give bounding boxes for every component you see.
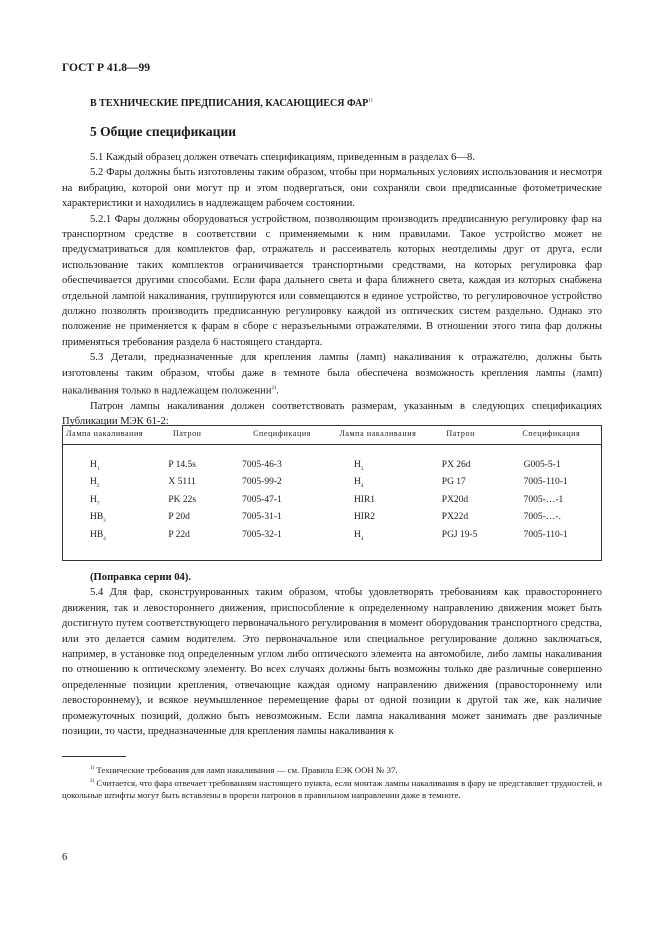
cell-base-2: [420, 511, 502, 528]
cell-base-2: [420, 476, 502, 493]
cell-spec-text: 7005-46-3: [242, 460, 282, 470]
cell-lamp-2: [336, 494, 420, 511]
cell-base: [146, 511, 228, 528]
cell-spec-2: [502, 494, 602, 511]
cell-base-text: P 14.5s: [168, 460, 196, 470]
cell-base-2: [420, 529, 502, 561]
table-row: [63, 476, 602, 493]
paragraph-5-2-1: 5.2.1 Фары должны оборудоваться устройством, позволяющим производить предписанную регулировку фар на транспортном средстве в соответствии с применяемыми к ним правилами. Такое устройство может не предусматриваться для комплектов фар, отражатель и рассеиватель которых неотделимы друг от друга, если использование таких комплектов ограничивается транспортными средствами, на которых регулировка фар обеспечивается другими способами. Если фара дальнего света и фара ближнего света, каждая из которых снабжена отдельной лампой накаливания, группируются или совмещаются в единое устройство, то регулировочное устройство должно позволять производить предписанную регулировку каждой из оптических систем раздельно. Однако это положение не применяется к фарам в сборе с неразъельными отражателями. В отношении этого типа фар должны применяться требования раздела 6 настоящего стандарта.: [62, 213, 602, 348]
table-header-row: [63, 426, 602, 445]
cell-lamp-2-text: H: [353, 477, 361, 488]
cell-base-2: [420, 494, 502, 511]
footnote-2-text: Считается, что фара отвечает требованиям настоящего пункта, если монтаж лампы накаливания в фару не представляет трудностей, и цокольные штифты могут быть вставлены в прорези патронов в правильном направлении даже в темноте.: [62, 777, 602, 801]
header-spec-2: Спецификация: [502, 426, 602, 445]
cell-lamp-subscript: 7: [96, 501, 100, 507]
cell-base-text: P 20d: [168, 512, 190, 523]
table-body: [63, 445, 602, 561]
footnote-2: [62, 776, 602, 802]
cell-lamp-2-text: H: [353, 460, 361, 470]
cell-base: [146, 445, 228, 477]
footnote-1-text: Технические требования для ламп накаливания — см. Правила ЕЭК ООН № 37.: [94, 764, 398, 775]
cell-base-2-text: PX22d: [441, 512, 469, 523]
cell-base: [146, 529, 228, 561]
body-text-lower: [62, 570, 602, 739]
header-base: Патрон: [146, 426, 228, 445]
cell-base: [146, 494, 228, 511]
cell-spec-2-text: 7005-110-1: [523, 529, 568, 540]
cell-lamp-2-text: HIR2: [353, 512, 376, 523]
cell-spec: [228, 445, 336, 477]
cell-base: [146, 476, 228, 493]
cell-lamp-2-text: HIR1: [353, 494, 376, 505]
cell-spec-text: 7005-31-1: [242, 512, 282, 523]
cell-lamp-subscript: 3: [103, 519, 106, 525]
cell-lamp-text: H: [90, 477, 97, 488]
footnote-1: [62, 763, 602, 776]
body-text-upper: [62, 150, 602, 430]
cell-lamp-2: [336, 529, 420, 561]
paragraph-5-1: 5.1 Каждый образец должен отвечать спецификациям, приведенным в разделах 6—8.: [90, 152, 476, 163]
cell-base-2: [420, 445, 502, 477]
cell-base-2-text: PX20d: [441, 494, 469, 505]
document-header: ГОСТ Р 41.8—99: [62, 62, 150, 74]
section-title-text: В ТЕХНИЧЕСКИЕ ПРЕДПИСАНИЯ, КАСАЮЩИЕСЯ ФАР: [90, 98, 369, 109]
cell-spec: [228, 511, 336, 528]
cell-lamp: [63, 494, 147, 511]
section-title: [90, 98, 372, 109]
cell-lamp: [63, 529, 147, 561]
cell-lamp-subscript: 4: [103, 536, 106, 542]
cell-lamp-text: HB: [90, 512, 104, 523]
footnote-2-mark: 2): [90, 779, 95, 784]
cell-lamp: [63, 476, 147, 493]
header-base-2: Патрон: [420, 426, 502, 445]
cell-lamp-2: [336, 445, 420, 477]
cell-base-2-text: PG 17: [441, 477, 466, 488]
paragraph-5-4: 5.4 Для фар, сконструированных таким образом, чтобы удовлетворять требованиям как правостороннего движения, так и левостороннего движения, приспособление к определенному направлению движения может быть достигнуто путем соответствующего первоначального регулирования в момент оборудования транспортного средства, или это делается самим водителем. Это первоначальное или специальное регулирование должно заключаться, например, в установке под определенным углом либо оптического элемента на автомобиле, либо лампы накаливания по отношению к оптическому элементу. Во всех случаях должны быть возможны только две различные совершенно определенные позиции крепления, отвечающие каждая одному направлению движения (правостороннему или левостороннему), и всякое неумышленное перемещение фары от одной позиции к другой так же, как наличие промежуточных позиций, должно быть невозможным. Если лампа накаливания может занимать две различные позиции, то части, предназначенные для крепления лампы накаливания к: [62, 587, 602, 738]
cell-spec-2-text: 7005-…-1: [523, 494, 564, 505]
cell-base-2-text: PGJ 19-5: [441, 529, 478, 540]
cell-spec-text: 7005-32-1: [242, 529, 282, 540]
footnote-ref-1[interactable]: 1): [368, 98, 373, 104]
cell-lamp-2-subscript: 4: [360, 484, 364, 490]
cell-base-text: P 22d: [168, 529, 190, 540]
chapter-heading: 5 Общие спецификации: [90, 124, 237, 139]
table-row: [63, 445, 602, 477]
footnote-1-mark: 1): [90, 766, 95, 771]
cell-spec-2-text: 7005-110-1: [523, 477, 568, 488]
cell-lamp-2: [336, 511, 420, 528]
cell-lamp-2-subscript: 3: [360, 466, 364, 472]
paragraph-5-3-end: .: [276, 385, 279, 397]
cell-spec-2: [502, 511, 602, 528]
cell-spec: [228, 529, 336, 561]
cell-lamp-text: H: [90, 460, 97, 470]
header-spec: Спецификация: [228, 426, 336, 445]
cell-lamp-text: H: [90, 494, 97, 505]
paragraph-5-3-text: 5.3 Детали, предназначенные для крепления лампы (ламп) накаливания к отражателю, должны быть изготовлены таким образом, чтобы даже в темноте была обеспечена возможность крепления лампы (ламп) накаливания только в надлежащем положении: [62, 352, 602, 397]
cell-lamp-2: [336, 476, 420, 493]
cell-lamp-text: HB: [90, 529, 104, 540]
paragraph-socket: Патрон лампы накаливания должен соответствовать размерам, указанным в следующих спецификациях Публикации МЭК 61-2:: [62, 401, 602, 428]
cell-lamp-subscript: 1: [96, 466, 100, 472]
page-number: 6: [62, 852, 68, 863]
footnote-divider: [62, 756, 126, 757]
cell-base-2-text: PX 26d: [441, 460, 471, 470]
cell-spec-2: [502, 476, 602, 493]
cell-lamp: [63, 511, 147, 528]
cell-spec-2-text: 7005-…-.: [523, 512, 561, 523]
table-row: [63, 529, 602, 561]
cell-spec-text: 7005-47-1: [242, 494, 282, 505]
cell-spec-2-text: G005-5-1: [523, 460, 561, 470]
lamp-spec-table: [62, 425, 602, 561]
table-row: [63, 511, 602, 528]
table-row: [63, 494, 602, 511]
cell-spec-2: [502, 529, 602, 561]
header-lamp-2: Лампа накаливания: [336, 426, 420, 445]
cell-spec-2: [502, 445, 602, 477]
cell-spec: [228, 494, 336, 511]
paragraph-5-3: [62, 350, 602, 399]
cell-lamp-subscript: 2: [96, 484, 100, 490]
cell-spec: [228, 476, 336, 493]
footnote-ref-2[interactable]: 2): [271, 385, 277, 392]
cell-base-text: X 5111: [168, 477, 196, 488]
amendment-note: (Поправка серии 04).: [90, 572, 192, 583]
cell-lamp-2-subscript: 4: [360, 536, 364, 542]
header-lamp: Лампа накаливания: [63, 426, 147, 445]
cell-lamp: [63, 445, 147, 477]
cell-lamp-2-text: H: [353, 529, 361, 540]
cell-spec-text: 7005-99-2: [242, 477, 282, 488]
cell-base-text: PK 22s: [168, 494, 197, 505]
paragraph-5-2: 5.2 Фары должны быть изготовлены таким образом, чтобы при нормальных условиях использования и несмотря на вибрацию, которой они могут пр и этом подвергаться, они сохраняли свои предписанные фотометрические характеристики и находились в надлежащем рабочем состоянии.: [62, 167, 602, 210]
